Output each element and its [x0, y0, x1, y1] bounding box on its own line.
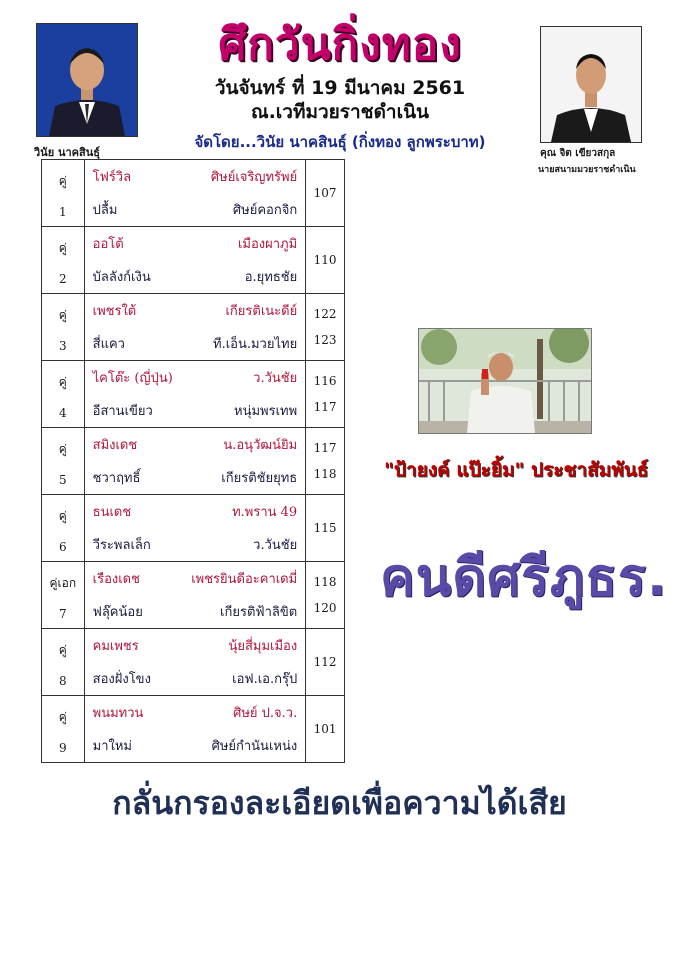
weight-cell — [306, 696, 345, 763]
fighters-cell — [84, 294, 306, 361]
bout-number-cell — [42, 361, 85, 428]
blue-corner-name: ปลื้ม — [92, 203, 118, 218]
fighters-top-row — [85, 696, 306, 729]
bout-number-cell — [42, 428, 85, 495]
bout-number-cell — [42, 227, 85, 294]
bout-number: 6 — [59, 540, 67, 554]
bout-number: 7 — [59, 607, 67, 621]
promoter-caption: วินัย นาคสินธุ์ — [34, 146, 100, 159]
stadium-manager-role: นายสนามมวยราชดำเนิน — [538, 165, 636, 175]
blue-corner-camp: เอฟ.เอ.กรุ๊ป — [232, 672, 298, 687]
red-corner-name: ออโต้ — [92, 237, 124, 252]
bout-row — [42, 562, 345, 629]
event-venue: ณ.เวทีมวยราชดำเนิน — [250, 101, 430, 123]
stadium-manager-photo — [540, 26, 642, 143]
bout-row — [42, 495, 345, 562]
blue-corner-name: บัลลังก์เงิน — [92, 270, 151, 285]
event-organizer: จัดโดย...วินัย นาคสินธุ์ (กิ่งทอง ลูกพระบาท) — [194, 133, 486, 151]
bout-number: 9 — [59, 741, 67, 755]
weight-cell — [306, 227, 345, 294]
blue-corner-camp: เกียรติชัยยุทธ — [221, 471, 298, 486]
blue-corner-camp: ศิษย์กำนันเหน่ง — [211, 739, 298, 754]
weight-cell — [306, 160, 345, 227]
bout-number-cell — [42, 562, 85, 629]
red-corner-camp: เกียรติเนะดีย์ — [225, 304, 298, 319]
red-corner-name: ธนเดช — [92, 505, 132, 520]
fighters-cell — [84, 160, 306, 227]
fighters-top-row — [85, 629, 306, 662]
blue-corner-name: สี่แคว — [92, 337, 125, 352]
bout-number-cell — [42, 160, 85, 227]
fighters-top-row — [85, 361, 306, 394]
weight-top: 112 — [313, 655, 337, 669]
red-corner-name: เพชรใต้ — [92, 304, 137, 319]
fighters-cell — [84, 495, 306, 562]
red-corner-camp: น.อนุวัฒน์ยิม — [223, 438, 298, 453]
weight-top: 115 — [313, 521, 337, 535]
weight-cell — [306, 294, 345, 361]
blue-corner-camp: ที.เอ็น.มวยไทย — [213, 337, 298, 352]
red-corner-name: พนมทวน — [92, 706, 144, 721]
weight-top: 107 — [313, 186, 337, 200]
bout-label: คู่ — [58, 442, 67, 456]
stadium-manager-name: คุณ จิต เขียวสกุล — [540, 148, 616, 159]
red-corner-name: สมิงเดช — [92, 438, 138, 453]
bout-label: คู่ — [58, 241, 67, 255]
fighters-top-row — [85, 562, 306, 595]
bout-number: 8 — [59, 674, 67, 688]
weight-top: 110 — [313, 253, 337, 267]
red-corner-name: ไคโต๊ะ (ญี่ปุ่น) — [92, 371, 173, 386]
fighters-cell — [84, 428, 306, 495]
bout-row — [42, 696, 345, 763]
fighters-cell — [84, 696, 306, 763]
red-corner-camp: เพชรยินดีอะคาเดมี่ — [191, 572, 298, 587]
bout-row — [42, 227, 345, 294]
weight-cell — [306, 361, 345, 428]
weight-bottom: 123 — [313, 333, 337, 347]
bout-row — [42, 629, 345, 696]
announcer-caption: "ป้ายงค์ แป๊ะยิ้ม" ประชาสัมพันธ์ — [384, 459, 649, 481]
weight-bottom: 117 — [313, 400, 337, 414]
blue-corner-camp: ว.วันชัย — [253, 538, 298, 553]
blue-corner-camp: เกียรติฟ้าลิขิต — [220, 605, 298, 620]
fighters-top-row — [85, 160, 306, 193]
blue-corner-name: สองฝั่งโขง — [92, 672, 151, 687]
fighters-top-row — [85, 294, 306, 327]
weight-bottom: 120 — [313, 601, 337, 615]
bout-label: คู่ — [58, 308, 67, 322]
bout-label: คู่ — [58, 710, 67, 724]
red-corner-camp: ศิษย์เจริญทรัพย์ — [210, 170, 298, 185]
bout-number: 5 — [59, 473, 67, 487]
blue-corner-name: มาใหม่ — [92, 739, 132, 754]
fighters-bottom-row — [85, 729, 306, 762]
weight-cell — [306, 629, 345, 696]
weight-top: 117 — [313, 441, 337, 455]
blue-corner-camp: หนุ่มพรเทพ — [234, 404, 298, 419]
bout-label: คู่ — [58, 509, 67, 523]
weight-cell — [306, 428, 345, 495]
bout-label: คู่เอก — [49, 576, 77, 590]
red-corner-name: คมเพชร — [92, 639, 139, 654]
fighters-top-row — [85, 227, 306, 260]
fighters-bottom-row — [85, 193, 306, 226]
bout-number-cell — [42, 294, 85, 361]
bout-row — [42, 428, 345, 495]
red-corner-camp: เมืองผาภูมิ — [237, 237, 298, 252]
blue-corner-name: ชวาฤทธิ์ — [92, 471, 141, 486]
bout-number: 1 — [59, 205, 67, 219]
blue-corner-name: วีระพลเล็ก — [92, 538, 151, 553]
blue-corner-name: ฟลุ๊คน้อย — [92, 605, 143, 620]
fight-card-table — [41, 159, 345, 763]
fighters-bottom-row — [85, 662, 306, 695]
blue-corner-camp: อ.ยุทธชัย — [244, 270, 298, 285]
fighters-bottom-row — [85, 327, 306, 360]
fighters-cell — [84, 629, 306, 696]
promoter-photo — [36, 23, 138, 137]
red-corner-camp: นุ้ยสี่มุมเมือง — [228, 639, 298, 654]
red-corner-name: โฟร์วิล — [92, 170, 132, 185]
fighters-bottom-row — [85, 260, 306, 293]
weight-top: 118 — [313, 575, 337, 589]
event-date: วันจันทร์ ที่ 19 มีนาคม 2561 — [214, 77, 466, 99]
bout-number-cell — [42, 696, 85, 763]
weight-bottom: 118 — [313, 467, 337, 481]
sponsor-wordart: คนดีศรีภูธร. — [380, 548, 668, 608]
bout-label: คู่ — [58, 174, 67, 188]
fighters-top-row — [85, 428, 306, 461]
blue-corner-camp: ศิษย์คอกจิก — [232, 203, 298, 218]
announcer-photo — [418, 328, 592, 434]
red-corner-camp: ท.พราน 49 — [232, 505, 298, 520]
bout-number-cell — [42, 629, 85, 696]
bout-number: 2 — [59, 272, 67, 286]
fighters-bottom-row — [85, 528, 306, 561]
weight-top: 122 — [313, 307, 337, 321]
blue-corner-name: อีสานเขียว — [92, 404, 153, 419]
red-corner-camp: ว.วันชัย — [253, 371, 298, 386]
weight-top: 101 — [313, 722, 337, 736]
event-title: ศึกวันกิ่งทอง — [218, 19, 462, 70]
weight-top: 116 — [313, 374, 337, 388]
fighters-bottom-row — [85, 595, 306, 628]
bout-number: 4 — [59, 406, 67, 420]
red-corner-camp: ศิษย์ ป.จ.ว. — [233, 706, 298, 721]
bout-row — [42, 160, 345, 227]
bout-row — [42, 361, 345, 428]
fighters-cell — [84, 562, 306, 629]
bout-row — [42, 294, 345, 361]
weight-cell — [306, 562, 345, 629]
bout-label: คู่ — [58, 643, 67, 657]
fighters-bottom-row — [85, 394, 306, 427]
fighters-cell — [84, 361, 306, 428]
fighters-bottom-row — [85, 461, 306, 494]
weight-cell — [306, 495, 345, 562]
bout-label: คู่ — [58, 375, 67, 389]
bout-number-cell — [42, 495, 85, 562]
bout-number: 3 — [59, 339, 67, 353]
fighters-top-row — [85, 495, 306, 528]
red-corner-name: เรืองเดช — [92, 572, 140, 587]
fight-card-body — [42, 160, 345, 763]
fighters-cell — [84, 227, 306, 294]
footer-slogan: กลั่นกรองละเอียดเพื่อความได้เสีย — [112, 784, 567, 822]
